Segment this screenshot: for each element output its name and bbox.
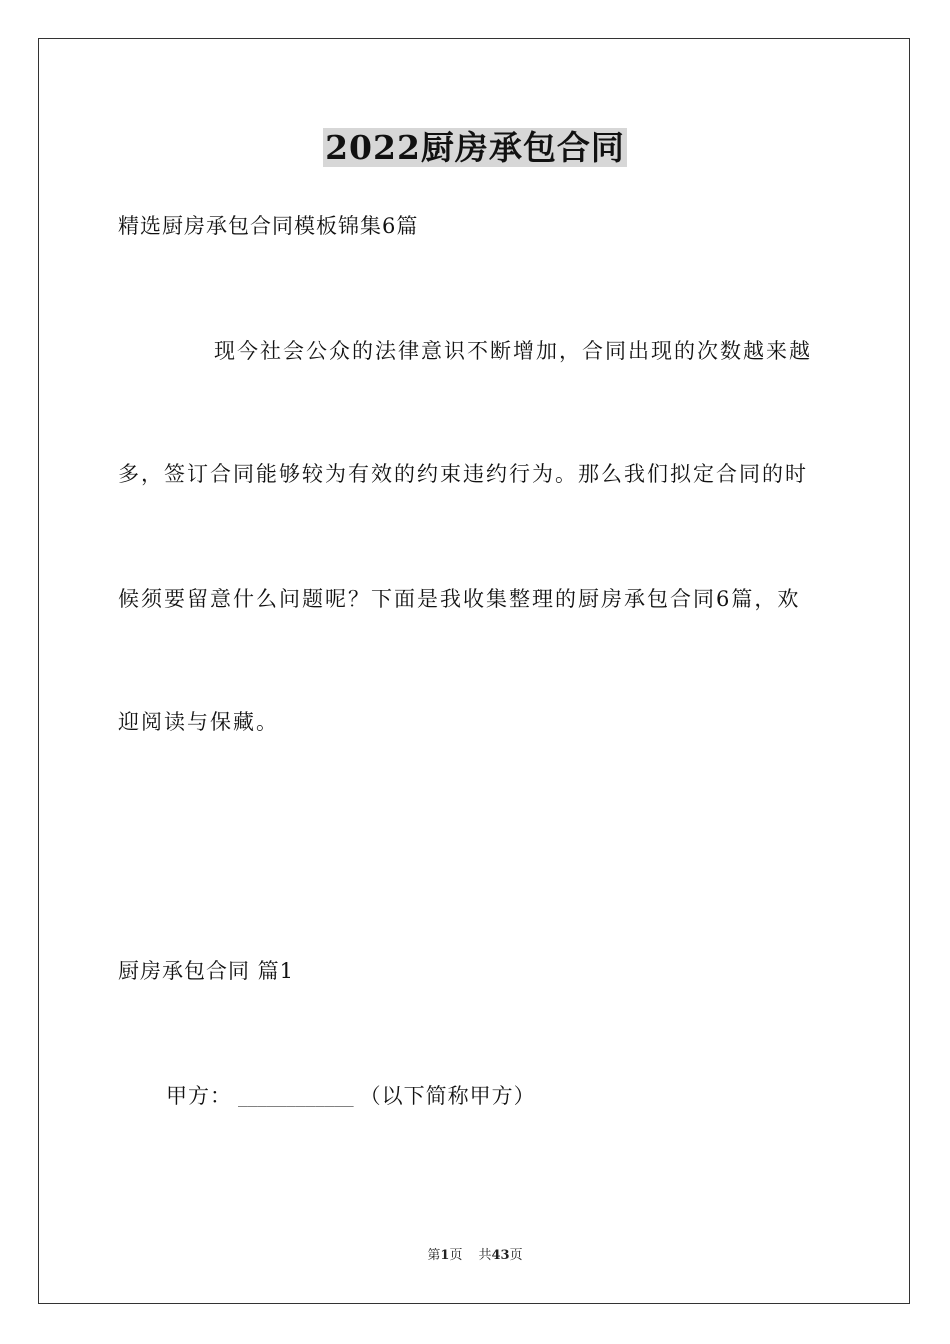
section-heading: 厨房承包合同 篇1 (118, 959, 295, 983)
party-a-label: 甲方： (166, 1084, 232, 1108)
footer-total-suffix: 页 (509, 1248, 523, 1263)
page-footer (0, 1248, 950, 1264)
party-a-blank: ____________ (238, 1088, 354, 1107)
footer-total-prefix: 共 (478, 1248, 492, 1263)
party-a-note: （以下简称甲方） (359, 1084, 536, 1108)
intro-paragraph-line-1 (118, 336, 834, 366)
intro-paragraph-line-2: 多，签订合同能够较为有效的约束违约行为。那么我们拟定合同的时 (118, 462, 808, 486)
intro-line-1-text: 现今社会公众的法律意识不断增加，合同出现的次数越来越 (214, 339, 812, 363)
footer-page-number: 1 (440, 1248, 450, 1263)
intro-paragraph-line-3: 候须要留意什么问题呢？下面是我收集整理的厨房承包合同6篇，欢 (118, 587, 801, 611)
document-subtitle: 精选厨房承包合同模板锦集6篇 (118, 214, 419, 238)
footer-total-pages: 43 (491, 1248, 510, 1263)
document-title (0, 126, 950, 170)
intro-paragraph-line-4: 迎阅读与保藏。 (118, 710, 279, 734)
footer-page-prefix: 第 (427, 1248, 441, 1263)
party-a-line (166, 1081, 536, 1113)
document-title-text: 2022厨房承包合同 (325, 128, 625, 167)
footer-page-suffix: 页 (449, 1248, 463, 1263)
